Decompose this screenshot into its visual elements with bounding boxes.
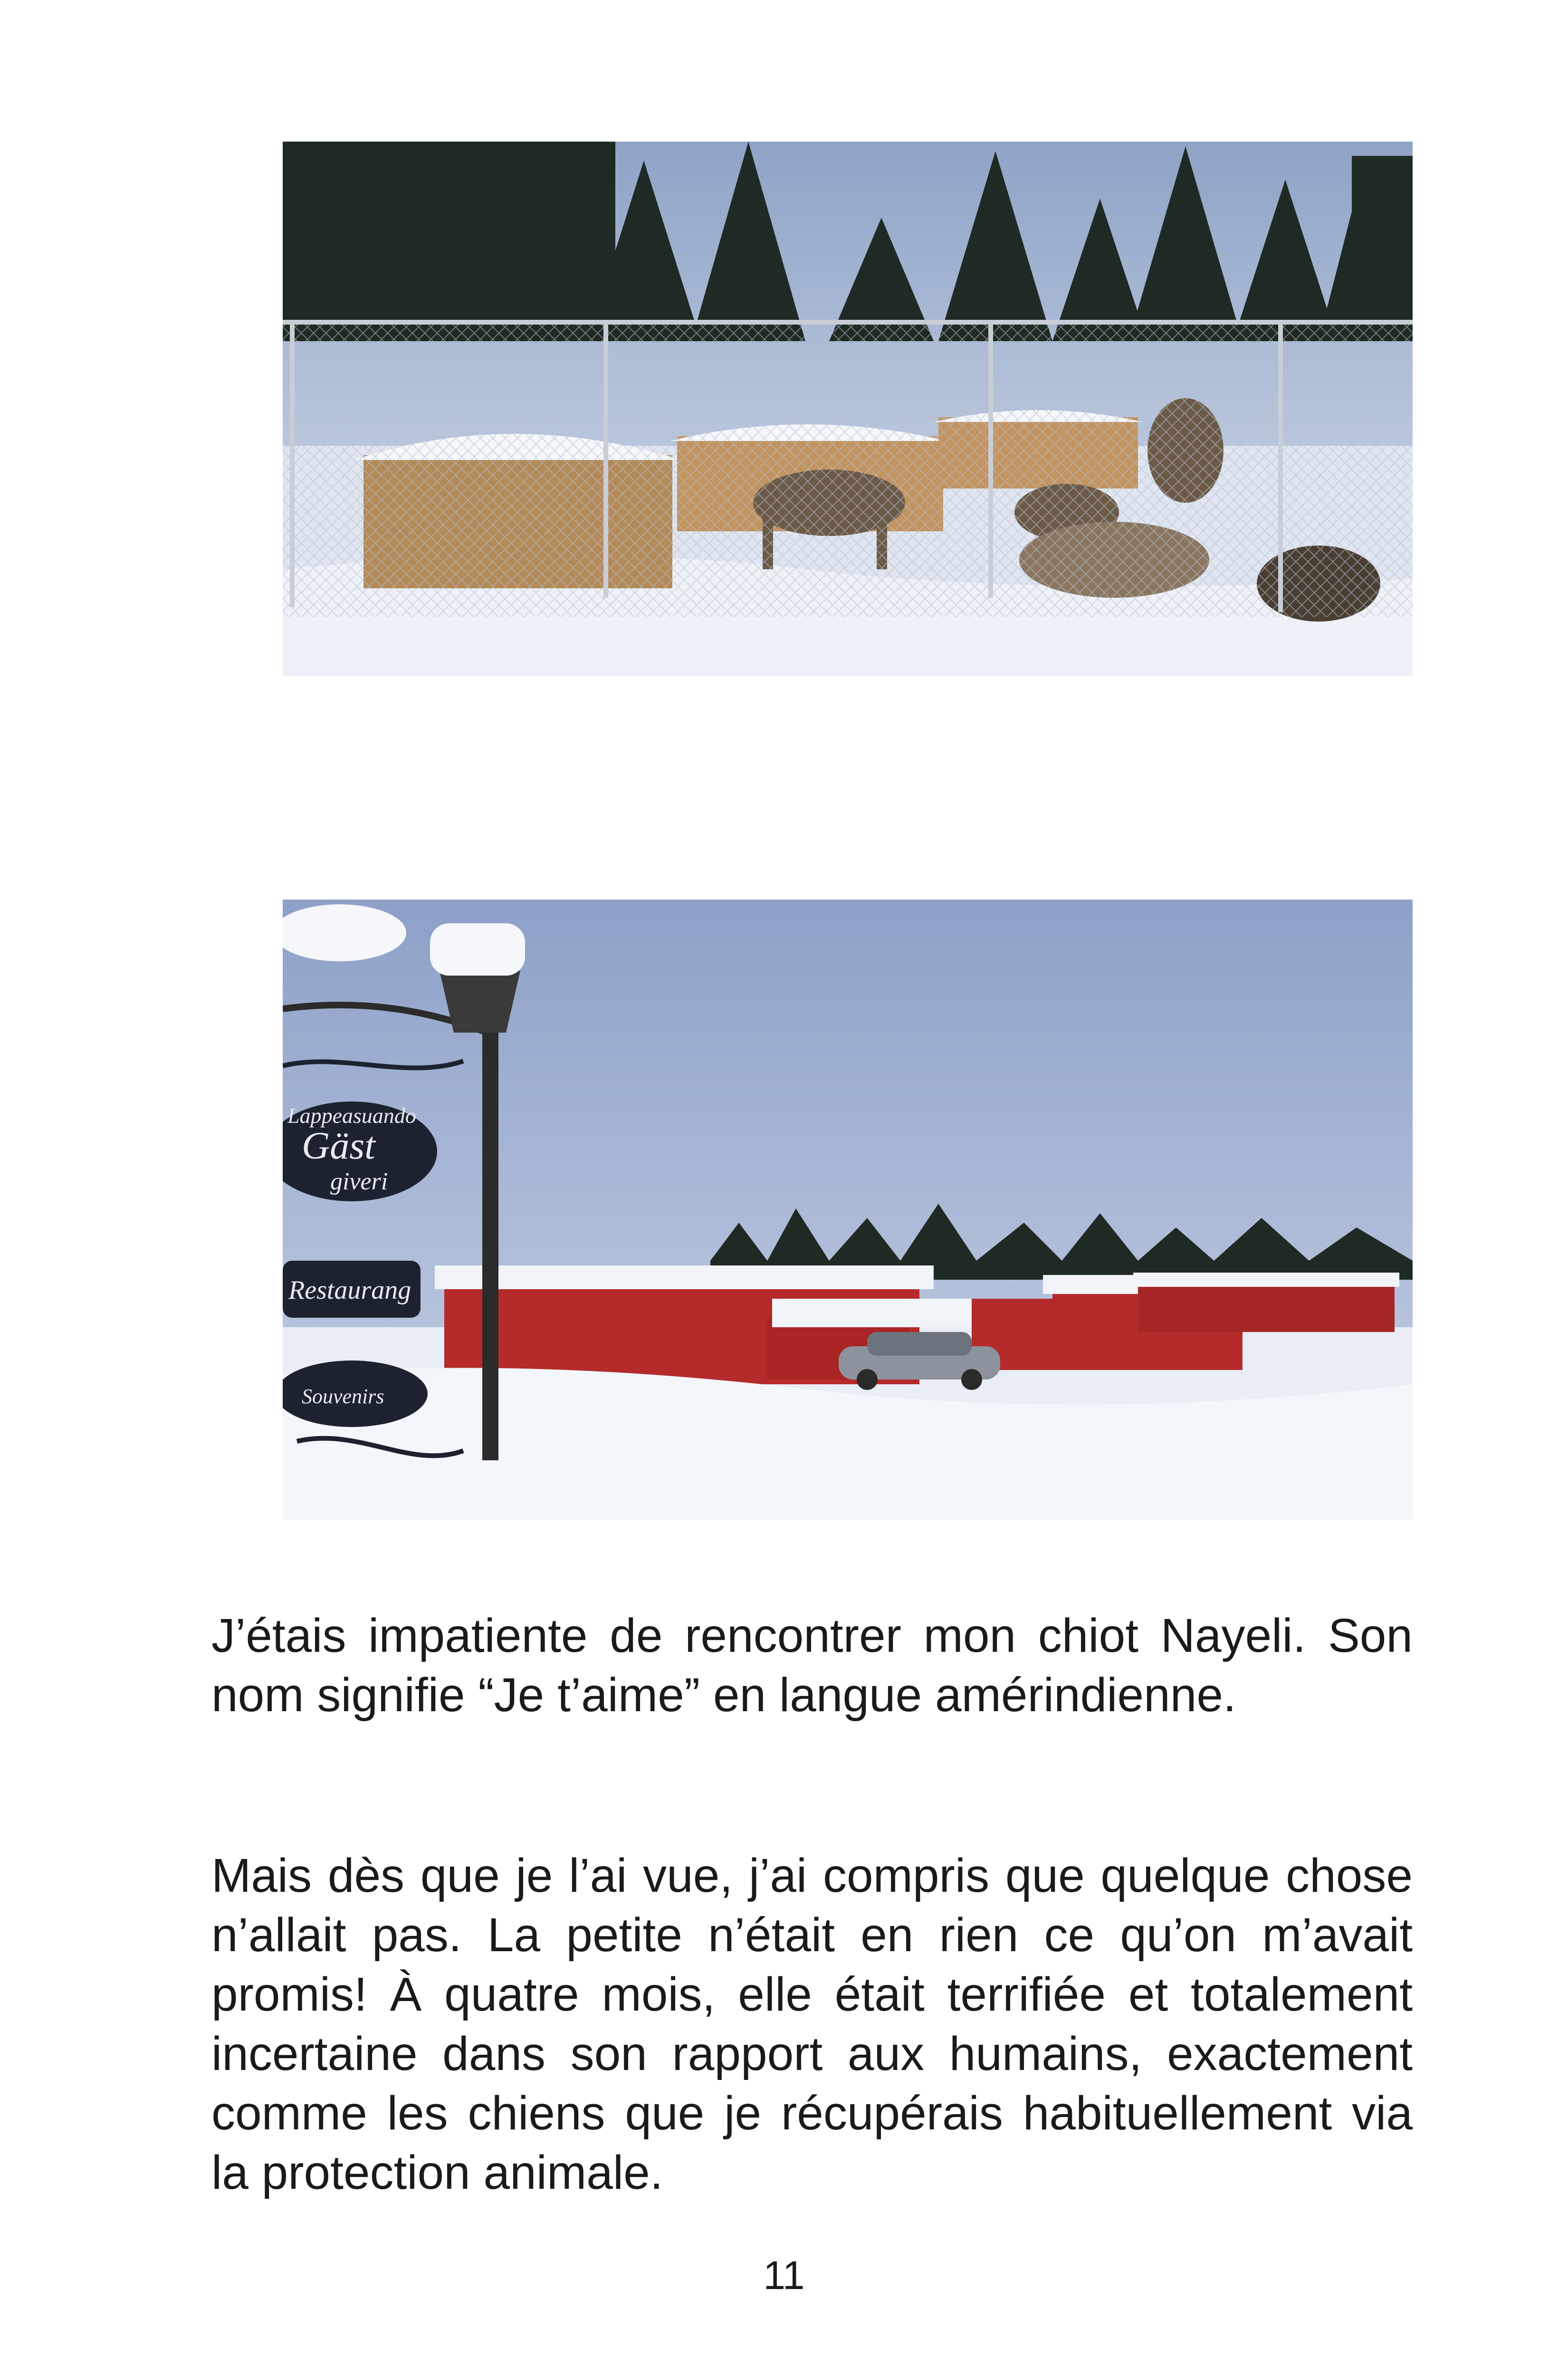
sign-souvenirs: Souvenirs: [302, 1385, 384, 1408]
sign-name-line2: Gäst: [302, 1124, 375, 1167]
page-number: 11: [763, 2253, 805, 2298]
paragraph-text: Mais dès que je l’ai vue, j’ai compris que quelque chose n’allait pas. La petite n’était en rien ce qu’on m’avait promis! À quatre mois, elle était terrifiée et totalement incertaine dans son rapport aux humains, exactement comme les chiens que je récupérais habituellement via la protection animale.: [211, 1849, 1413, 2199]
lodge-image: [283, 900, 1413, 1520]
paragraph-2: [211, 1846, 1413, 2203]
sign-name-line3: giveri: [330, 1168, 388, 1195]
dog-kennels-image: [283, 142, 1413, 676]
paragraph-text: J’étais impatiente de rencontrer mon chiot Nayeli. Son nom signifie “Je t’aime” en langue amérindienne.: [211, 1609, 1413, 1722]
paragraph-1: [211, 1606, 1413, 1725]
photo-lodge-sign: [283, 900, 1413, 1520]
photo-dog-kennels: [283, 142, 1413, 676]
sign-name-line1: Lappeasuando: [287, 1103, 416, 1128]
sign-restaurant: Restaurang: [288, 1275, 411, 1305]
